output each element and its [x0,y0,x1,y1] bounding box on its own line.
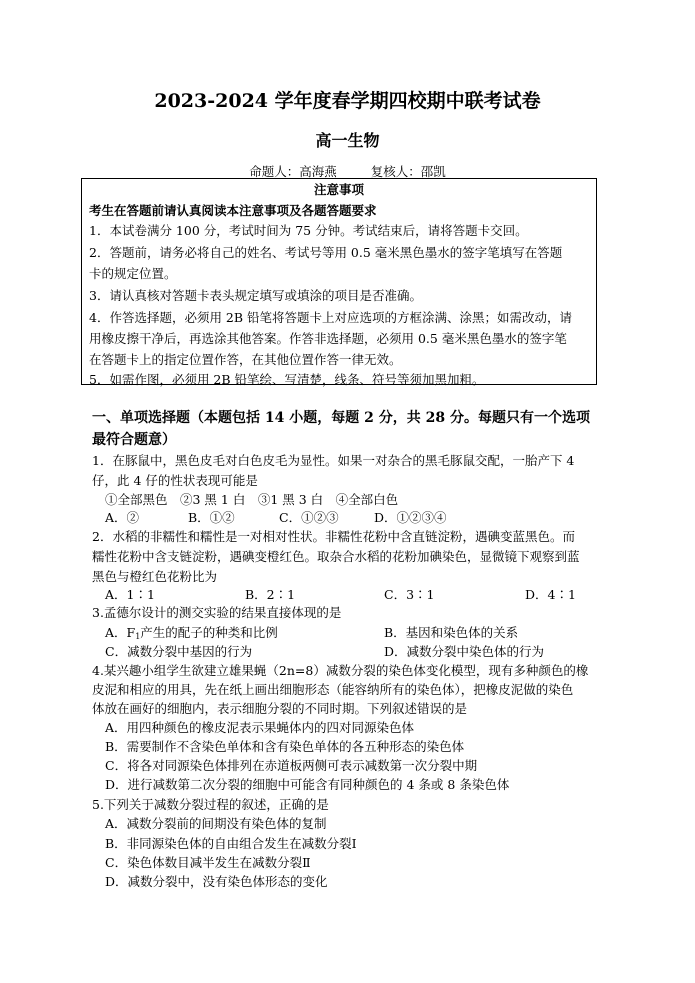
q4-option-c: C．将各对同源染色体排列在赤道板两侧可表示减数第一次分裂中期 [105,758,478,773]
notice-intro: 考生在答题前请认真阅读本注意事项及各题答题要求 [89,203,377,218]
q3-option-b: B．基因和染色体的关系 [384,625,519,640]
q3-option-a-sub: 1 [135,632,141,641]
q5-option-a: A．减数分裂前的间期没有染色体的复制 [105,816,327,831]
q4-stem: 4.某兴趣小组学生欲建立雄果蝇（2n=8）减数分裂的染色体变化模型，现有多种颜色的橡 [92,663,589,678]
section-heading: 一、单项选择题（本题包括 14 小题，每题 2 分，共 28 分。每题只有一个选项 [92,410,590,426]
notice-heading: 注意事项 [313,182,364,197]
notice-line: 5．如需作图，必须用 2B 铅笔绘、写清楚，线条、符号等须加黑加粗。 [89,372,485,387]
notice-line: 3．请认真核对答题卡表头规定填写或填涂的项目是否准确。 [89,288,422,303]
q3-option-a-pre: A．F [105,625,136,640]
q1-option-d: D．①②③④ [374,510,447,525]
q4-stem-cont: 体放在画好的细胞内，表示细胞分裂的不同时期。下列叙述错误的是 [92,701,468,716]
q2-stem-cont: 糯性花粉中含支链淀粉，遇碘变橙红色。取杂合水稻的花粉加碘染色，显微镜下观察到蓝 [92,549,580,564]
q2-option-a: A．1∶1 [105,587,155,602]
q5-option-d: D．减数分裂中，没有染色体形态的变化 [105,874,328,889]
q5-option-b: B．非同源染色体的自由组合发生在减数分裂Ⅰ [105,836,357,851]
q3-option-c: C．减数分裂中基因的行为 [105,644,253,659]
q4-stem-cont: 皮泥和相应的用具，先在纸上画出细胞形态（能容纳所有的染色体），把橡皮泥做的染色 [92,682,574,697]
q1-stem: 1．在豚鼠中，黑色皮毛对白色皮毛为显性。如果一对杂合的黑毛豚鼠交配，一胎产下 4 [92,453,575,468]
notice-line: 4．作答选择题，必须用 2B 铅笔将答题卡上对应选项的方框涂满、涂黑；如需改动，请 [89,310,573,325]
q1-stem-cont: 仔，此 4 仔的性状表现可能是 [92,473,258,488]
q2-option-b: B．2∶1 [245,587,296,602]
author-name: 命题人：高海燕 [249,164,337,179]
q4-option-d: D．进行减数第二次分裂的细胞中可能含有同种颜色的 4 条或 8 条染色体 [105,777,510,792]
q3-option-d: D．减数分裂中染色体的行为 [384,644,545,659]
q4-option-a: A．用四种颜色的橡皮泥表示果蝇体内的四对同源染色体 [105,720,415,735]
notice-line: 2．答题前，请务必将自己的姓名、考试号等用 0.5 毫米黑色墨水的签字笔填写在答题 [89,245,563,260]
notice-line: 1．本试卷满分 100 分，考试时间为 75 分钟。考试结束后，请将答题卡交回。 [89,223,528,238]
q4-option-b: B．需要制作不含染色单体和含有染色单体的各五种形态的染色体 [105,739,465,754]
notice-line: 卡的规定位置。 [89,266,177,281]
q5-option-c: C．染色体数目减半发生在减数分裂Ⅱ [105,855,311,870]
q1-option-a: A．② [105,510,140,525]
subject-title: 高一生物 [315,131,380,150]
q1-option-c: C．①②③ [279,510,339,525]
q1-items: ①全部黑色 ②3 黑 1 白 ③1 黑 3 白 ④全部白色 [105,492,399,507]
section-heading-cont: 最符合题意） [92,432,176,448]
q2-stem: 2．水稻的非糯性和糯性是一对相对性状。非糯性花粉中含直链淀粉，遇碘变蓝黑色。而 [92,529,575,544]
q3-option-a-post: 产生的配子的种类和比例 [140,625,278,640]
reviewer-name: 复核人：邵凯 [370,164,446,179]
notice-box [81,178,597,385]
q2-stem-cont: 黑色与橙红色花粉比为 [92,569,218,584]
exam-title: 2023-2024 学年度春学期四校期中联考试卷 [154,90,541,112]
q2-option-d: D．4∶1 [525,587,576,602]
q5-stem: 5.下列关于减数分裂过程的叙述，正确的是 [92,797,329,812]
notice-line: 用橡皮擦干净后，再选涂其他答案。作答非选择题，必须用 0.5 毫米黑色墨水的签字笔 [89,331,567,346]
q1-option-b: B．①② [188,510,235,525]
q2-option-c: C．3∶1 [384,587,435,602]
notice-line: 在答题卡上的指定位置作答，在其他位置作答一律无效。 [89,352,402,367]
q3-stem: 3.孟德尔设计的测交实验的结果直接体现的是 [92,605,342,620]
